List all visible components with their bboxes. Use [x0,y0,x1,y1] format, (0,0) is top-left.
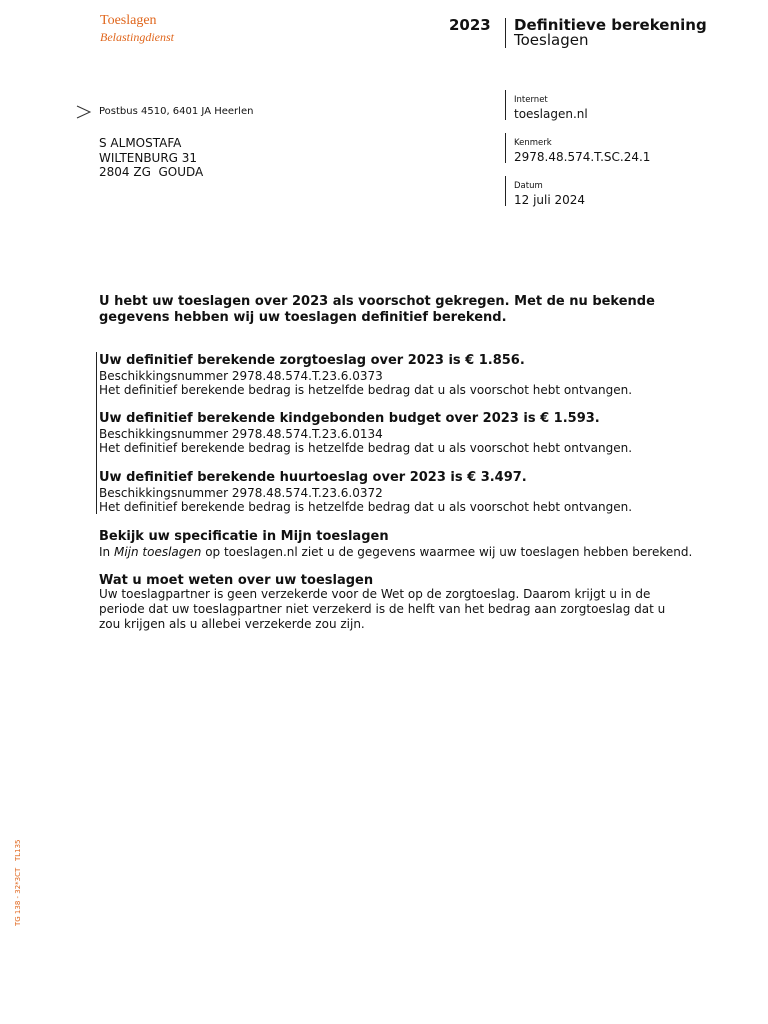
zorgtoeslag-ref: Beschikkingsnummer 2978.48.574.T.23.6.0373 [99,369,383,383]
meta-divider-kenmerk [505,133,506,163]
meta-divider-internet [505,90,506,120]
weten-text: Uw toeslagpartner is geen verzekerde voor de Wet op de zorgtoeslag. Daarom krijgt u in de periode dat uw toeslagpartner niet verzekerd is de helft van het bedrag aan zorgtoeslag dat u zou krijgen als u allebei verzekerde zou zijn. [99,587,666,631]
zorgtoeslag-note: Het definitief berekende bedrag is hetzelfde bedrag dat u als voorschot hebt ontvangen. [99,383,633,397]
mijn-toeslagen-link[interactable]: Mijn toeslagen [113,545,202,559]
meta-divider-datum [505,176,506,206]
internet-label: Internet [514,95,548,105]
return-address: Postbus 4510, 6401 JA Heerlen [99,106,254,117]
internet-link[interactable]: toeslagen.nl [514,107,588,121]
recipient-street: WILTENBURG 31 [99,151,198,165]
header-divider [505,18,506,48]
huurtoeslag-heading: Uw definitief berekende huurtoeslag over 2023 is € 3.497. [99,470,527,485]
huurtoeslag-note: Het definitief berekende bedrag is hetzelfde bedrag dat u als voorschot hebt ontvangen. [99,500,633,514]
chevron-right-icon [76,104,92,120]
recipient-city: 2804 ZG GOUDA [99,165,204,179]
weten-heading: Wat u moet weten over uw toeslagen [99,573,374,588]
kindgebonden-note: Het definitief berekende bedrag is hetzelfde bedrag dat u als voorschot hebt ontvangen. [99,441,633,455]
org-name: Toeslagen [100,13,157,28]
side-form-code: TG 138 - 32*3CT TL135 [14,839,22,926]
specificatie-heading: Bekijk uw specificatie in Mijn toeslagen [99,529,389,544]
datum-label: Datum [514,181,543,191]
kenmerk-label: Kenmerk [514,138,552,148]
kenmerk-value: 2978.48.574.T.SC.24.1 [514,150,651,164]
document-subtitle: Toeslagen [514,31,589,49]
document-title: Definitieve berekening [514,16,707,34]
kindgebonden-heading: Uw definitief berekende kindgebonden budget over 2023 is € 1.593. [99,411,600,426]
intro-text: U hebt uw toeslagen over 2023 als voorschot gekregen. Met de nu bekende gegevens hebben wij uw toeslagen definitief berekend. [99,294,655,325]
zorgtoeslag-heading: Uw definitief berekende zorgtoeslag over 2023 is € 1.856. [99,353,525,368]
kindgebonden-ref: Beschikkingsnummer 2978.48.574.T.23.6.0134 [99,427,383,441]
huurtoeslag-ref: Beschikkingsnummer 2978.48.574.T.23.6.0372 [99,486,383,500]
document-year: 2023 [449,16,491,34]
org-subname: Belastingdienst [100,30,174,44]
datum-value: 12 juli 2024 [514,193,586,207]
specificatie-text: In Mijn toeslagen op toeslagen.nl ziet u de gegevens waarmee wij uw toeslagen hebben berekend. [99,545,693,559]
sections-side-bar [96,352,97,514]
recipient-name: S ALMOSTAFA [99,136,182,150]
